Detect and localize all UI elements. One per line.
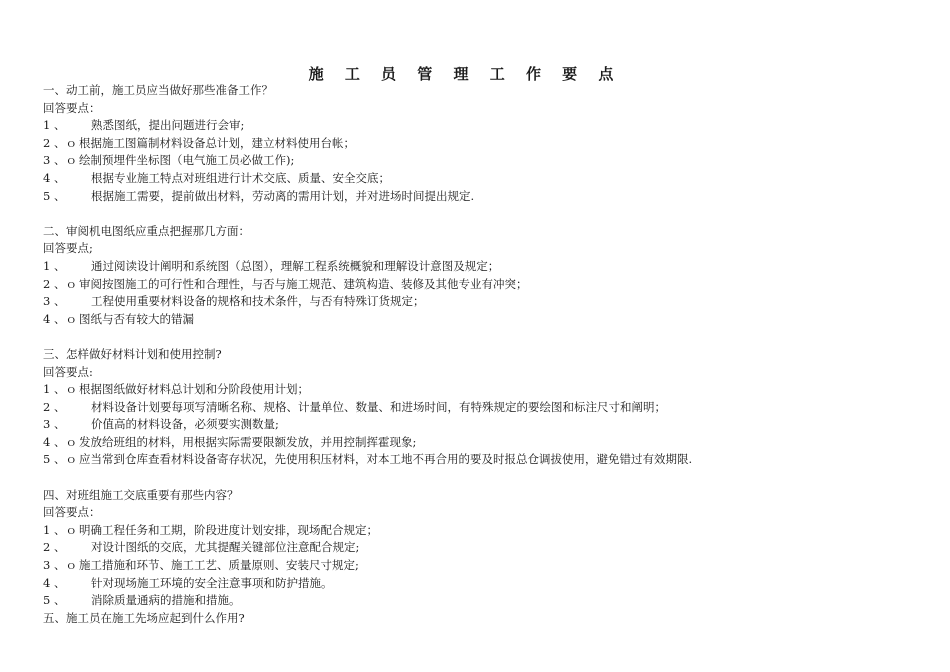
section-question: 五、施工员在施工先场应起到什么作用? [43, 610, 245, 625]
item-number: 1 、ｏ [43, 382, 77, 397]
item-number: 4 、 [43, 170, 66, 185]
answer-label: 回答要点： [43, 505, 101, 520]
answer-label: 回答要点: [43, 364, 93, 379]
item-text: 通过阅读设计阐明和系统图（总图），理解工程系统概貌和理解设计意图及规定； [91, 258, 500, 273]
list-item [43, 592, 933, 610]
section-question: 四、对班组施工交底重要有那些内容？ [43, 487, 239, 502]
document-body [43, 82, 933, 627]
spacer [43, 328, 933, 346]
item-text: 审阅按图施工的可行性和合理性，与否与施工规范、建筑构造、装修及其他专业有冲突； [79, 276, 528, 291]
answer-label: 回答要点： [43, 100, 101, 115]
item-number: 1 、 [43, 258, 66, 273]
item-number: 4 、ｏ [43, 311, 77, 326]
list-item [43, 539, 933, 557]
list-item [43, 557, 933, 575]
list-item [43, 575, 933, 593]
list-item [43, 381, 933, 399]
item-number: 3 、ｏ [43, 558, 77, 573]
section-question: 一、动工前，施工员应当做好那些准备工作？ [43, 83, 273, 97]
item-text: 绘制预埋件坐标图（电气施工员必做工作); [79, 153, 295, 168]
spacer [43, 205, 933, 223]
item-number: 5 、 [43, 188, 66, 203]
list-item [43, 152, 933, 170]
list-item [43, 293, 933, 311]
item-text: 应当常到仓库查看材料设备寄存状况，先使用积压材料，对本工地不再合用的要及时报总仓调拔使用，避免错过有效期限. [79, 452, 693, 467]
item-number: 3 、 [43, 417, 66, 432]
item-number: 2 、ｏ [43, 276, 77, 291]
item-text: 根据专业施工特点对班组进行计术交底、质量、安全交底； [91, 170, 390, 185]
spacer [43, 469, 933, 487]
list-item [43, 276, 933, 294]
item-text: 明确工程任务和工期，阶段进度计划安排，现场配合规定； [79, 522, 378, 537]
item-text: 针对现场施工环境的安全注意事项和防护措施。 [91, 575, 333, 590]
section-question: 三、怎样做好材料计划和使用控制? [43, 346, 222, 361]
list-item [43, 416, 933, 434]
item-text: 发放给班组的材料，用根据实际需要限额发放，并用控制挥霍现象; [79, 434, 417, 449]
item-text: 工程使用重要材料设备的规格和技术条件，与否有特殊订货规定； [91, 294, 425, 309]
list-item [43, 135, 933, 153]
item-number: 2 、 [43, 540, 66, 555]
item-number: 1 、ｏ [43, 522, 77, 537]
list-item [43, 117, 933, 135]
item-number: 2 、 [43, 399, 66, 414]
item-number: 1 、 [43, 118, 66, 133]
item-text: 图纸与否有较大的错漏 [79, 311, 194, 326]
answer-label: 回答要点; [43, 241, 93, 256]
section-question: 二、审阅机电图纸应重点把握那几方面： [43, 223, 250, 238]
item-number: 3 、 [43, 294, 66, 309]
list-item [43, 311, 933, 329]
item-text: 根据图纸做好材料总计划和分阶段使用计划； [79, 382, 309, 397]
item-text: 消除质量通病的措施和措施。 [91, 593, 241, 608]
item-number: 5 、 [43, 593, 66, 608]
item-text: 熟悉图纸，提出问题进行会审; [91, 118, 245, 133]
list-item [43, 258, 933, 276]
list-item [43, 451, 933, 469]
item-text: 价值高的材料设备，必须要实测数量; [91, 417, 279, 432]
item-number: 5 、ｏ [43, 452, 77, 467]
list-item [43, 170, 933, 188]
list-item [43, 522, 933, 540]
item-number: 4 、ｏ [43, 434, 77, 449]
item-text: 根据施工需要，提前做出材料，劳动离的需用计划，并对进场时间提出规定. [91, 188, 475, 203]
item-text: 材料设备计划要每项写清晰名称、规格、计量单位、数量、和进场时间，有特殊规定的要绘图和标注尺寸和阐明； [91, 399, 666, 414]
item-text: 施工措施和环节、施工工艺、质量原则、安装尺寸规定; [79, 558, 359, 573]
item-number: 2 、ｏ [43, 135, 77, 150]
item-text: 对设计图纸的交底，尤其提醒关键部位注意配合规定; [91, 540, 360, 555]
item-number: 3 、ｏ [43, 153, 77, 168]
item-text: 根据施工图篇制材料设备总计划，建立材料使用台帐； [79, 135, 355, 150]
list-item [43, 188, 933, 206]
item-number: 4 、 [43, 575, 66, 590]
list-item [43, 399, 933, 417]
list-item [43, 434, 933, 452]
page-title: 施 工 员 管 理 工 作 要 点 [308, 65, 622, 83]
